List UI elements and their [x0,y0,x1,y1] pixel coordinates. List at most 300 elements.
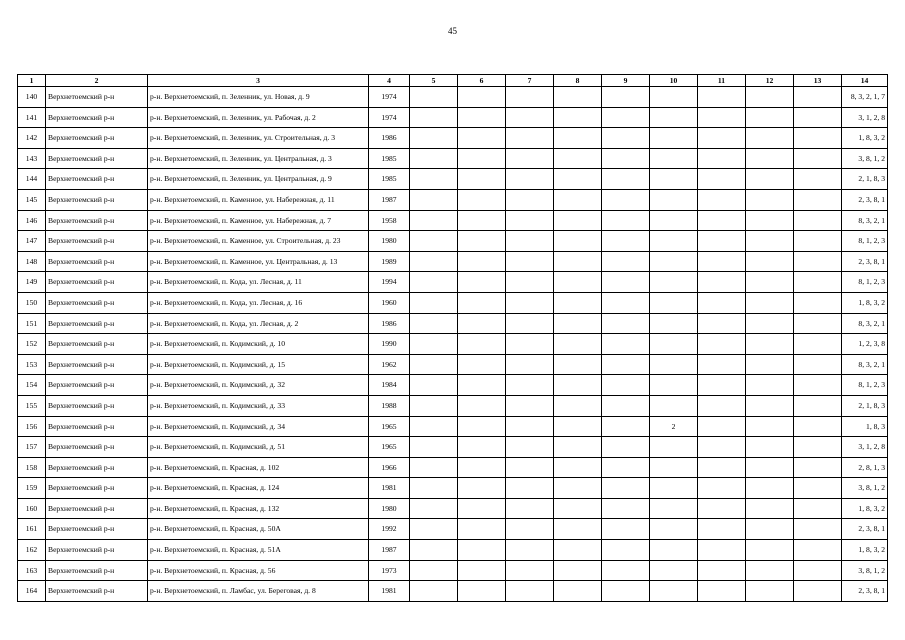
col12-cell [746,231,794,252]
address-cell: р-н. Верхнетоемский, п. Каменное, ул. Центральная, д. 13 [148,251,369,272]
year-cell: 1988 [369,395,410,416]
address-cell: р-н. Верхнетоемский, п. Каменное, ул. Строительная, д. 23 [148,231,369,252]
table-row [18,416,888,437]
col5-cell [410,457,458,478]
col14-cell: 2, 3, 8, 1 [842,519,888,540]
row-number-cell: 164 [18,581,46,602]
col7-cell [506,519,554,540]
col13-cell [794,107,842,128]
col10-cell [650,478,698,499]
col14-cell: 3, 1, 2, 8 [842,107,888,128]
table-body [18,87,888,602]
col5-cell [410,478,458,499]
year-cell: 1981 [369,478,410,499]
district-cell: Верхнетоемский р-н [46,375,148,396]
col6-cell [458,251,506,272]
col11-cell [698,540,746,561]
column-header: 3 [148,75,369,87]
col9-cell [602,540,650,561]
table-row [18,354,888,375]
col12-cell [746,354,794,375]
address-cell: р-н. Верхнетоемский, п. Зеленник, ул. Центральная, д. 9 [148,169,369,190]
col8-cell [554,87,602,108]
col13-cell [794,189,842,210]
row-number-cell: 151 [18,313,46,334]
address-cell: р-н. Верхнетоемский, п. Красная, д. 124 [148,478,369,499]
table-row [18,395,888,416]
col7-cell [506,169,554,190]
col12-cell [746,540,794,561]
col11-cell [698,334,746,355]
col7-cell [506,107,554,128]
col8-cell [554,148,602,169]
row-number-cell: 141 [18,107,46,128]
col9-cell [602,210,650,231]
col8-cell [554,210,602,231]
address-cell: р-н. Верхнетоемский, п. Кодимский, д. 34 [148,416,369,437]
col5-cell [410,272,458,293]
year-cell: 1966 [369,457,410,478]
col6-cell [458,519,506,540]
col10-cell [650,107,698,128]
col9-cell [602,87,650,108]
col5-cell [410,292,458,313]
row-number-cell: 155 [18,395,46,416]
col14-cell: 1, 8, 3, 2 [842,540,888,561]
year-cell: 1974 [369,107,410,128]
column-header: 4 [369,75,410,87]
col9-cell [602,519,650,540]
col9-cell [602,169,650,190]
district-cell: Верхнетоемский р-н [46,272,148,293]
col9-cell [602,128,650,149]
table-row [18,457,888,478]
col12-cell [746,437,794,458]
col9-cell [602,354,650,375]
district-cell: Верхнетоемский р-н [46,210,148,231]
col12-cell [746,251,794,272]
col14-cell: 2, 1, 8, 3 [842,169,888,190]
col6-cell [458,313,506,334]
col12-cell [746,210,794,231]
col9-cell [602,334,650,355]
col14-cell: 1, 8, 3, 2 [842,128,888,149]
col7-cell [506,478,554,499]
col5-cell [410,498,458,519]
col10-cell [650,519,698,540]
col12-cell [746,498,794,519]
col14-cell: 8, 3, 2, 1 [842,313,888,334]
col6-cell [458,581,506,602]
column-header: 14 [842,75,888,87]
address-cell: р-н. Верхнетоемский, п. Ламбас, ул. Береговая, д. 8 [148,581,369,602]
column-header: 8 [554,75,602,87]
col5-cell [410,107,458,128]
table-row [18,292,888,313]
table-row [18,478,888,499]
col6-cell [458,292,506,313]
district-cell: Верхнетоемский р-н [46,519,148,540]
col7-cell [506,375,554,396]
col11-cell [698,231,746,252]
col8-cell [554,251,602,272]
year-cell: 1987 [369,189,410,210]
col9-cell [602,395,650,416]
col13-cell [794,581,842,602]
col9-cell [602,251,650,272]
col8-cell [554,416,602,437]
col5-cell [410,210,458,231]
address-cell: р-н. Верхнетоемский, п. Зеленник, ул. Новая, д. 9 [148,87,369,108]
column-header: 6 [458,75,506,87]
col14-cell: 3, 1, 2, 8 [842,437,888,458]
year-cell: 1974 [369,87,410,108]
col8-cell [554,478,602,499]
col13-cell [794,519,842,540]
column-header: 13 [794,75,842,87]
page-number: 45 [448,26,457,36]
table-row [18,169,888,190]
address-cell: р-н. Верхнетоемский, п. Кодимский, д. 32 [148,375,369,396]
col9-cell [602,313,650,334]
row-number-cell: 159 [18,478,46,499]
table-row [18,560,888,581]
col7-cell [506,437,554,458]
col6-cell [458,87,506,108]
year-cell: 1990 [369,334,410,355]
col6-cell [458,457,506,478]
table-row [18,313,888,334]
address-cell: р-н. Верхнетоемский, п. Кода, ул. Лесная, д. 2 [148,313,369,334]
col11-cell [698,210,746,231]
col6-cell [458,272,506,293]
table-row [18,189,888,210]
col12-cell [746,107,794,128]
col13-cell [794,210,842,231]
col9-cell [602,560,650,581]
col13-cell [794,148,842,169]
col5-cell [410,87,458,108]
col7-cell [506,313,554,334]
district-cell: Верхнетоемский р-н [46,231,148,252]
col7-cell [506,189,554,210]
year-cell: 1980 [369,231,410,252]
table-row [18,519,888,540]
row-number-cell: 144 [18,169,46,190]
col8-cell [554,457,602,478]
column-header: 5 [410,75,458,87]
row-number-cell: 143 [18,148,46,169]
col6-cell [458,148,506,169]
col11-cell [698,560,746,581]
address-cell: р-н. Верхнетоемский, п. Кодимский, д. 15 [148,354,369,375]
district-cell: Верхнетоемский р-н [46,128,148,149]
row-number-cell: 148 [18,251,46,272]
district-cell: Верхнетоемский р-н [46,498,148,519]
col11-cell [698,375,746,396]
col11-cell [698,148,746,169]
row-number-cell: 153 [18,354,46,375]
table-row [18,540,888,561]
year-cell: 1989 [369,251,410,272]
col14-cell: 1, 2, 3, 8 [842,334,888,355]
row-number-cell: 162 [18,540,46,561]
col9-cell [602,375,650,396]
district-cell: Верхнетоемский р-н [46,189,148,210]
district-cell: Верхнетоемский р-н [46,478,148,499]
col7-cell [506,128,554,149]
row-number-cell: 145 [18,189,46,210]
table-row [18,437,888,458]
row-number-cell: 158 [18,457,46,478]
col13-cell [794,478,842,499]
row-number-cell: 140 [18,87,46,108]
col14-cell: 3, 8, 1, 2 [842,560,888,581]
col13-cell [794,354,842,375]
col13-cell [794,375,842,396]
district-cell: Верхнетоемский р-н [46,87,148,108]
col10-cell [650,148,698,169]
col8-cell [554,519,602,540]
col8-cell [554,498,602,519]
col10-cell [650,313,698,334]
col12-cell [746,560,794,581]
district-cell: Верхнетоемский р-н [46,169,148,190]
district-cell: Верхнетоемский р-н [46,354,148,375]
col13-cell [794,313,842,334]
district-cell: Верхнетоемский р-н [46,457,148,478]
col11-cell [698,128,746,149]
col6-cell [458,128,506,149]
district-cell: Верхнетоемский р-н [46,540,148,561]
col13-cell [794,292,842,313]
year-cell: 1980 [369,498,410,519]
col13-cell [794,334,842,355]
col6-cell [458,395,506,416]
col6-cell [458,169,506,190]
row-number-cell: 147 [18,231,46,252]
col7-cell [506,498,554,519]
row-number-cell: 160 [18,498,46,519]
col7-cell [506,87,554,108]
row-number-cell: 150 [18,292,46,313]
col9-cell [602,272,650,293]
col12-cell [746,128,794,149]
col14-cell: 2, 1, 8, 3 [842,395,888,416]
address-cell: р-н. Верхнетоемский, п. Кода, ул. Лесная, д. 16 [148,292,369,313]
col7-cell [506,148,554,169]
col12-cell [746,581,794,602]
district-cell: Верхнетоемский р-н [46,581,148,602]
column-header: 1 [18,75,46,87]
col9-cell [602,292,650,313]
row-number-cell: 149 [18,272,46,293]
table-row [18,581,888,602]
col13-cell [794,87,842,108]
col10-cell [650,354,698,375]
column-header: 9 [602,75,650,87]
col7-cell [506,334,554,355]
table-row [18,87,888,108]
col11-cell [698,107,746,128]
col6-cell [458,437,506,458]
col14-cell: 2, 3, 8, 1 [842,251,888,272]
col14-cell: 1, 8, 3, 2 [842,292,888,313]
col11-cell [698,272,746,293]
col7-cell [506,231,554,252]
col10-cell [650,128,698,149]
district-cell: Верхнетоемский р-н [46,416,148,437]
col11-cell [698,457,746,478]
col13-cell [794,498,842,519]
col13-cell [794,540,842,561]
col10-cell [650,540,698,561]
table-row [18,272,888,293]
col12-cell [746,87,794,108]
row-number-cell: 146 [18,210,46,231]
row-number-cell: 157 [18,437,46,458]
col10-cell [650,272,698,293]
col10-cell [650,87,698,108]
col8-cell [554,437,602,458]
col12-cell [746,272,794,293]
address-cell: р-н. Верхнетоемский, п. Зеленник, ул. Центральная, д. 3 [148,148,369,169]
col12-cell [746,457,794,478]
district-cell: Верхнетоемский р-н [46,313,148,334]
col11-cell [698,395,746,416]
col8-cell [554,375,602,396]
col5-cell [410,313,458,334]
district-cell: Верхнетоемский р-н [46,395,148,416]
col8-cell [554,107,602,128]
col6-cell [458,478,506,499]
col5-cell [410,540,458,561]
col6-cell [458,560,506,581]
col8-cell [554,395,602,416]
col7-cell [506,581,554,602]
col6-cell [458,375,506,396]
address-cell: р-н. Верхнетоемский, п. Зеленник, ул. Строительная, д. 3 [148,128,369,149]
col5-cell [410,334,458,355]
col5-cell [410,519,458,540]
col14-cell: 1, 8, 3, 2 [842,498,888,519]
col5-cell [410,148,458,169]
col5-cell [410,581,458,602]
col13-cell [794,416,842,437]
col13-cell [794,231,842,252]
address-cell: р-н. Верхнетоемский, п. Красная, д. 132 [148,498,369,519]
col14-cell: 2, 3, 8, 1 [842,189,888,210]
col9-cell [602,581,650,602]
row-number-cell: 152 [18,334,46,355]
col9-cell [602,189,650,210]
col9-cell [602,437,650,458]
col7-cell [506,292,554,313]
col7-cell [506,272,554,293]
year-cell: 1965 [369,437,410,458]
col10-cell [650,498,698,519]
col12-cell [746,375,794,396]
col10-cell [650,581,698,602]
col8-cell [554,540,602,561]
col14-cell: 8, 3, 2, 1 [842,210,888,231]
col6-cell [458,107,506,128]
address-cell: р-н. Верхнетоемский, п. Каменное, ул. Набережная, д. 7 [148,210,369,231]
col5-cell [410,375,458,396]
year-cell: 1985 [369,169,410,190]
col5-cell [410,560,458,581]
year-cell: 1981 [369,581,410,602]
district-cell: Верхнетоемский р-н [46,334,148,355]
col12-cell [746,292,794,313]
district-cell: Верхнетоемский р-н [46,437,148,458]
col8-cell [554,313,602,334]
table-row [18,375,888,396]
row-number-cell: 156 [18,416,46,437]
col13-cell [794,251,842,272]
address-cell: р-н. Верхнетоемский, п. Красная, д. 51А [148,540,369,561]
col13-cell [794,395,842,416]
col8-cell [554,581,602,602]
year-cell: 1992 [369,519,410,540]
col5-cell [410,437,458,458]
col6-cell [458,540,506,561]
address-cell: р-н. Верхнетоемский, п. Зеленник, ул. Рабочая, д. 2 [148,107,369,128]
col8-cell [554,272,602,293]
col6-cell [458,498,506,519]
col8-cell [554,128,602,149]
col11-cell [698,581,746,602]
col5-cell [410,169,458,190]
col14-cell: 1, 8, 3 [842,416,888,437]
col14-cell: 3, 8, 1, 2 [842,148,888,169]
col12-cell [746,519,794,540]
col11-cell [698,313,746,334]
col8-cell [554,560,602,581]
year-cell: 1987 [369,540,410,561]
col11-cell [698,519,746,540]
col8-cell [554,334,602,355]
year-cell: 1984 [369,375,410,396]
col6-cell [458,189,506,210]
table-row [18,231,888,252]
col8-cell [554,354,602,375]
col7-cell [506,395,554,416]
col11-cell [698,87,746,108]
table-row [18,148,888,169]
col7-cell [506,457,554,478]
district-cell: Верхнетоемский р-н [46,148,148,169]
year-cell: 1985 [369,148,410,169]
col14-cell: 8, 3, 2, 1 [842,354,888,375]
district-cell: Верхнетоемский р-н [46,107,148,128]
col10-cell [650,375,698,396]
col12-cell [746,334,794,355]
header-row [18,75,888,87]
col14-cell: 2, 8, 1, 3 [842,457,888,478]
col6-cell [458,354,506,375]
col10-cell [650,210,698,231]
col10-cell [650,395,698,416]
col7-cell [506,416,554,437]
col5-cell [410,128,458,149]
col13-cell [794,437,842,458]
col9-cell [602,148,650,169]
col13-cell [794,560,842,581]
column-header: 7 [506,75,554,87]
col11-cell [698,478,746,499]
col9-cell [602,478,650,499]
